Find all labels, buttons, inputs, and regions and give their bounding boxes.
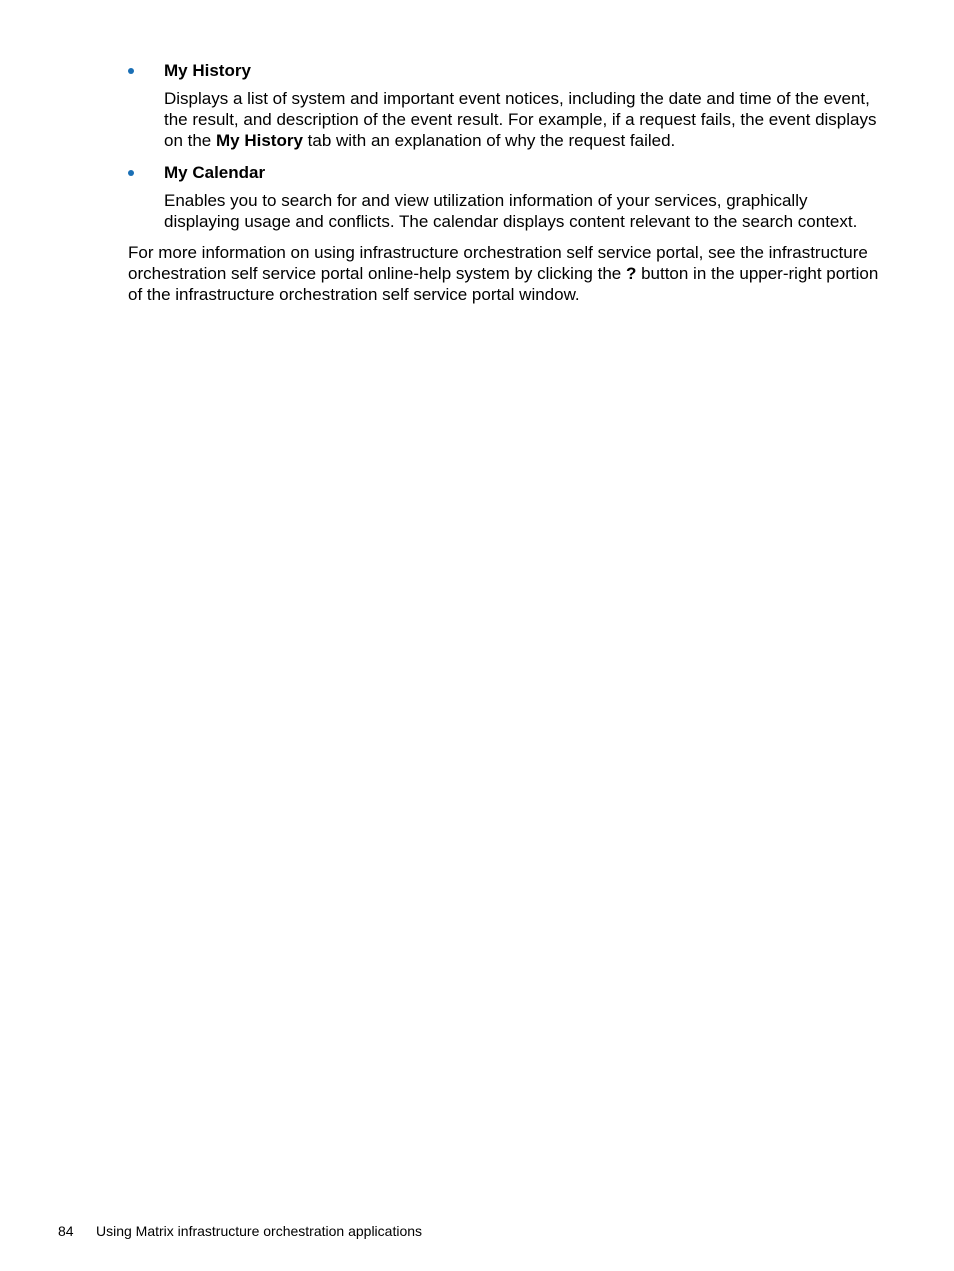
info-paragraph	[128, 242, 879, 305]
list-item-description	[164, 190, 876, 232]
text-run: tab with an explanation of why the request failed.	[302, 131, 676, 150]
list-item-my-history	[128, 60, 877, 152]
list-item-title: My History	[164, 61, 251, 80]
list-item-description	[164, 88, 876, 151]
bold-term: My History	[216, 131, 303, 150]
paragraph-line: For more information on using infrastructure orchestration self service portal, see the infrastructure	[128, 243, 868, 262]
text-run: on the	[164, 131, 216, 150]
text-run: button in the upper-right portion	[636, 264, 879, 283]
section-title: Using Matrix infrastructure orchestration applications	[96, 1223, 423, 1239]
help-button-symbol: ?	[625, 264, 637, 283]
paragraph-line	[128, 263, 879, 284]
description-line	[164, 130, 876, 151]
page-number: 84	[58, 1223, 74, 1239]
bullet-icon	[128, 170, 134, 176]
text-run: orchestration self service portal online-help system by clicking the	[128, 264, 626, 283]
description-line: the result, and description of the event result. For example, if a request fails, the event displays	[164, 110, 877, 129]
description-line: displaying usage and conflicts. The calendar displays content relevant to the search context.	[164, 212, 858, 231]
list-item-my-calendar	[128, 162, 873, 234]
description-line: Displays a list of system and important event notices, including the date and time of the event,	[164, 89, 870, 108]
bullet-icon	[128, 68, 134, 74]
description-line: Enables you to search for and view utilization information of your services, graphically	[164, 191, 808, 210]
page-footer	[58, 1222, 422, 1240]
list-item-title: My Calendar	[164, 163, 266, 182]
paragraph-line: of the infrastructure orchestration self service portal window.	[128, 285, 580, 304]
